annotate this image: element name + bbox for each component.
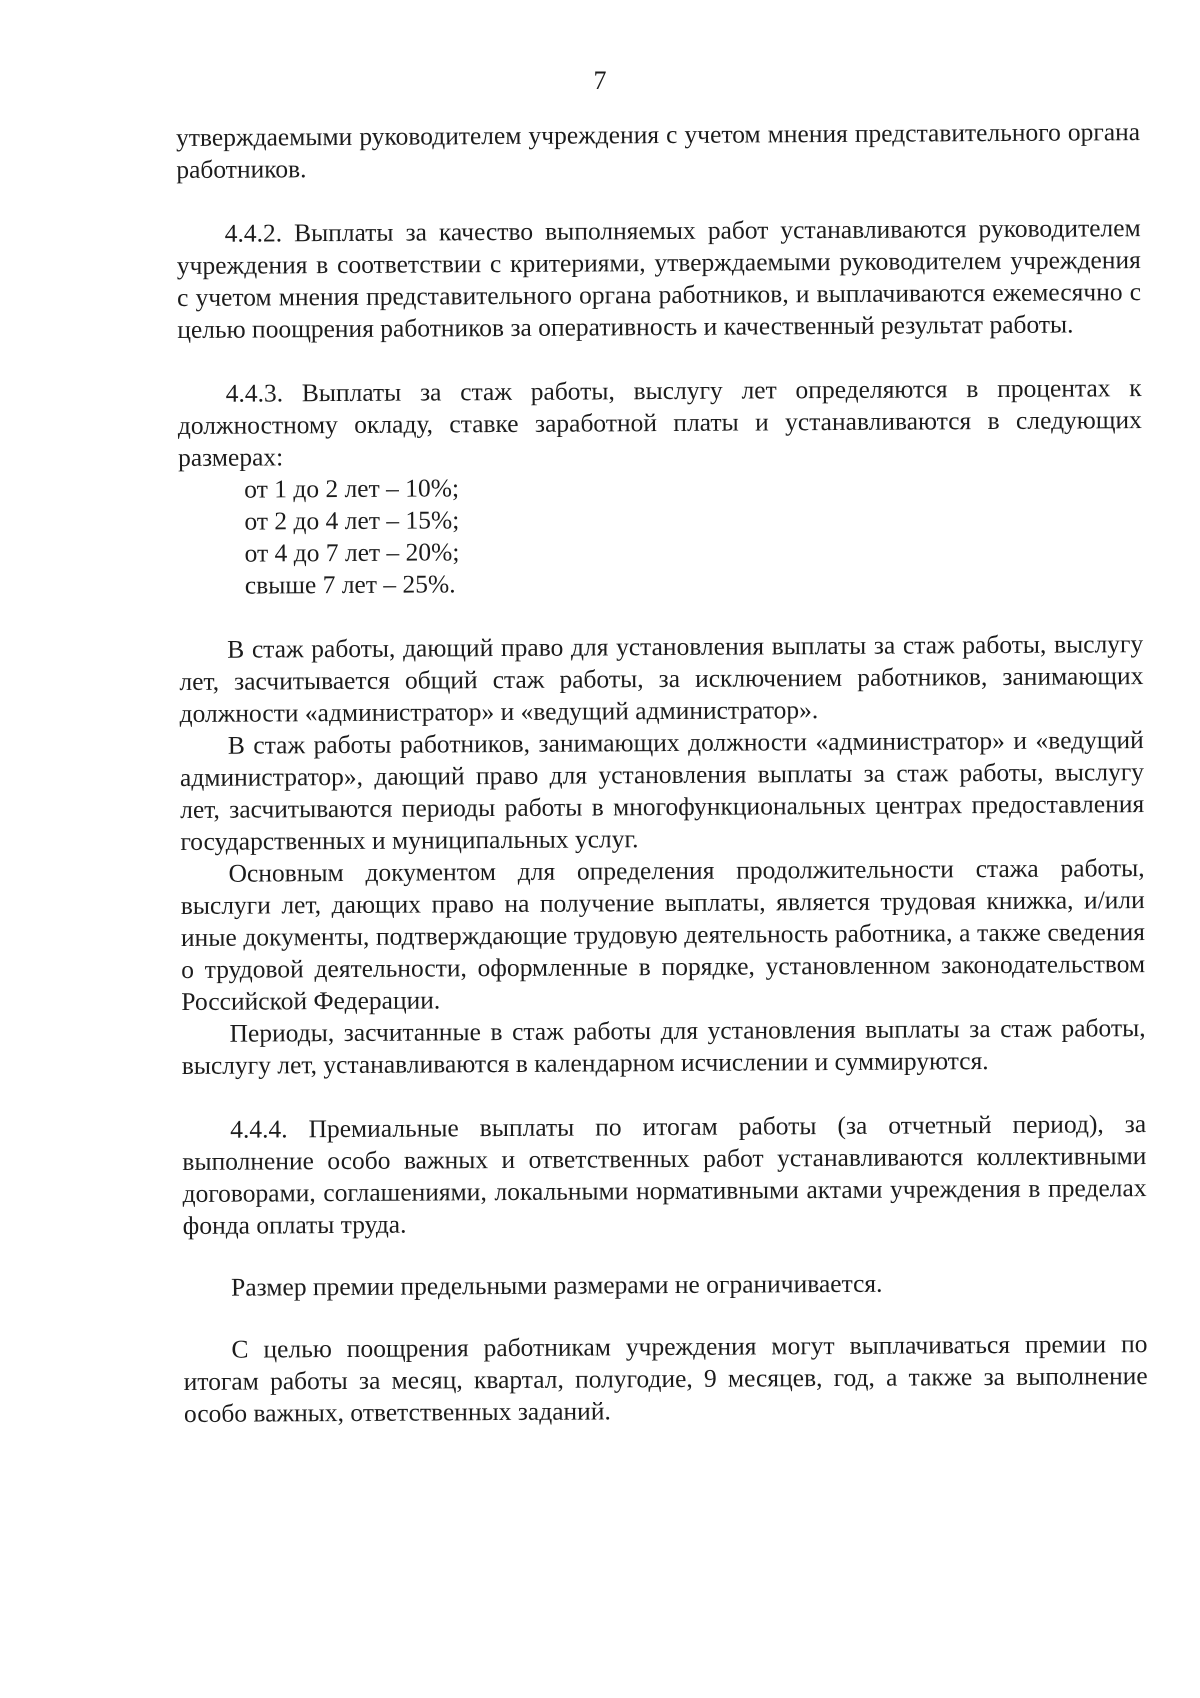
list-item: свыше 7 лет – 25%. (244, 569, 456, 600)
paragraph-administrator-seniority: В стаж работы работников, занимающих должности «администратор» и «ведущий администратор», дающий право для установления выплаты за стаж работы, выслугу лет, засчитываются периоды работы в многофункциональных центрах предоставления государственных и муниципальных услуг. (179, 725, 1145, 856)
document-body (176, 116, 1148, 1430)
paragraph-4-4-2: 4.4.2. Выплаты за качество выполняемых работ устанавливаются руководителем учреждения в соответствии с критериями, утверждаемыми руководителем учреждения с учетом мнения представительного органа работников, и выплачиваются ежемесячно с целью поощрения работников за оперативность и качественный результат работы. (176, 213, 1142, 344)
page-number: 7 (593, 66, 607, 95)
paragraph-general-seniority: В стаж работы, дающий право для установления выплаты за стаж работы, выслугу лет, засчитывается общий стаж работы, за исключением работников, занимающих должности «администратор» и «ведущий администратор». (179, 629, 1144, 728)
list-item: от 2 до 4 лет – 15%; (244, 505, 460, 536)
paragraph-main-document: Основным документом для определения продолжительности стажа работы, выслуги лет, дающих право на получение выплаты, является трудовая книжка, и/или иные документы, подтверждающие трудовую деятельность работника, а также сведения о трудовой деятельности, оформленные в порядке, установленном законодательством Российской Федерации. (180, 853, 1146, 1016)
list-item: от 1 до 2 лет – 10%; (244, 473, 460, 504)
paragraph-bonus-limit: Размер премии предельными размерами не ограничивается. (231, 1268, 883, 1302)
paragraph-bonus-periods: С целью поощрения работникам учреждения могут выплачиваться премии по итогам работы за месяц, квартал, полугодие, 9 месяцев, год, а также за выполнение особо важных, ответственных заданий. (183, 1329, 1148, 1428)
paragraph-4-4-4: 4.4.4. Премиальные выплаты по итогам работы (за отчетный период), за выполнение особо важных и ответственных работ устанавливаются коллективными договорами, соглашениями, локальными нормативными актами учреждения в пределах фонда оплаты труда. (182, 1109, 1147, 1240)
list-item: от 4 до 7 лет – 20%; (244, 537, 460, 568)
seniority-rates-list (178, 468, 1143, 602)
paragraph-4-4-3: 4.4.3. Выплаты за стаж работы, выслугу лет определяются в процентах к должностному окладу, ставке заработной платы и устанавливаются в следующих размерах: (177, 373, 1142, 472)
paragraph-periods: Периоды, засчитанные в стаж работы для установления выплаты за стаж работы, выслугу лет, устанавливаются в календарном исчислении и суммируются. (181, 1013, 1146, 1080)
paragraph-continuation: утверждаемыми руководителем учреждения с учетом мнения представительного органа работников. (176, 117, 1141, 184)
